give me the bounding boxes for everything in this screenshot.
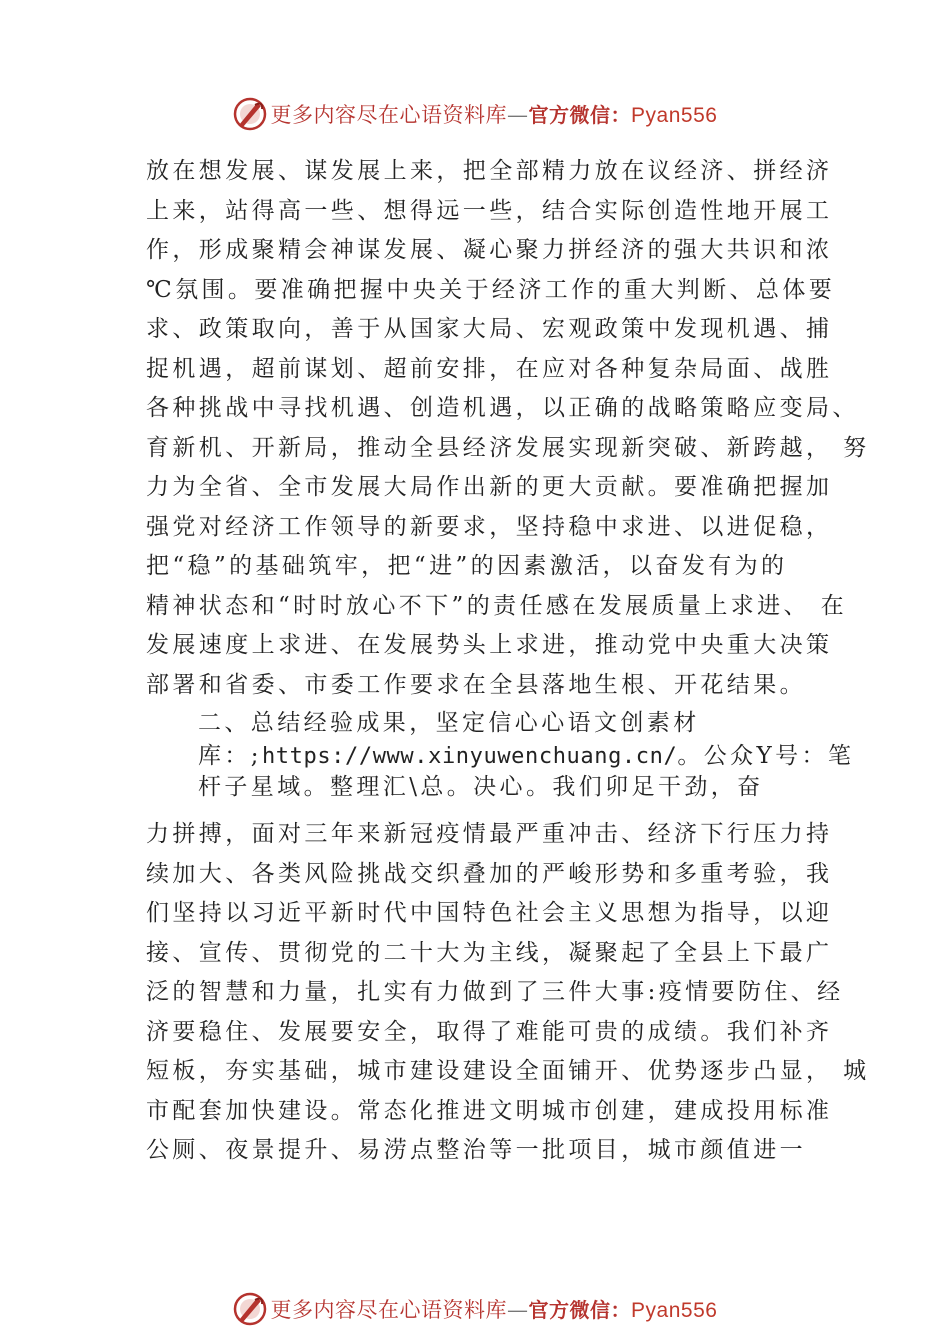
body-line: 作，形成聚精会神谋发展、凝心聚力拼经济的强大共识和浓	[146, 237, 833, 263]
header-dash: —	[507, 103, 529, 127]
body-line: 育新机、开新局，推动全县经济发展实现新突破、新跨越， 努	[146, 434, 870, 461]
body-line: 们坚持以习近平新时代中国特色社会主义思想为指导，以迎	[146, 900, 833, 926]
body-line: 发展速度上求进、在发展势头上求进，推动党中央重大决策	[146, 632, 833, 658]
body-line: 把“稳”的基础筑牢，把“进”的因素激活，以奋发有为的	[146, 553, 788, 579]
body-line: 公厕、夜景提升、易涝点整治等一批项目，城市颜值进一	[146, 1137, 806, 1163]
body-line: 部署和省委、市委工作要求在全县落地生根、开花结果。	[146, 671, 806, 698]
header-wechat-id: Pyan556	[631, 104, 718, 127]
body-line: 力拼搏，面对三年来新冠疫情最严重冲击、经济下行压力持	[146, 821, 833, 847]
footer-wechat-label: 官方微信：	[528, 1298, 632, 1322]
body-line: 精神状态和“时时放心不下”的责任感在发展质量上求进、 在	[146, 592, 848, 619]
body-line: 力为全省、全市发展大局作出新的更大贡献。要准确把握加	[146, 474, 833, 500]
footer-site-text: 更多内容尽在心语资料库	[270, 1298, 508, 1322]
section-heading-line-3: 杆子星域。整理汇\总。决心。我们卯足干劲，奋	[198, 774, 764, 800]
footer-dash: —	[507, 1298, 529, 1322]
header-banner-text	[271, 99, 718, 129]
body-line: 求、政策取向，善于从国家大局、宏观政策中发现机遇、捕	[146, 316, 833, 342]
body-line: 接、宣传、贯彻党的二十大为主线，凝聚起了全县上下最广	[146, 939, 833, 966]
body-line: ℃氛围。要准确把握中央关于经济工作的重大判断、总体要	[146, 276, 836, 303]
body-line: 各种挑战中寻找机遇、创造机遇，以正确的战略策略应变局、	[146, 395, 859, 421]
footer-banner-text	[271, 1294, 718, 1324]
header-banner	[0, 94, 950, 134]
body-line: 济要稳住、发展要安全，取得了难能可贵的成绩。我们补齐	[146, 1018, 833, 1045]
source-url-link[interactable]: https://www.xinyuwenchuang.cn/	[261, 744, 678, 769]
document-body	[146, 152, 870, 1171]
body-line: 上来，站得高一些、想得远一些，结合实际创造性地开展工	[146, 197, 833, 224]
body-line: 市配套加快建设。常态化推进文明城市创建，建成投用标准	[146, 1097, 833, 1124]
body-line: 泛的智慧和力量，扎实有力做到了三件大事:疫情要防住、经	[146, 979, 844, 1005]
quill-logo-icon	[233, 97, 267, 131]
body-line: 捉机遇，超前谋划、超前安排，在应对各种复杂局面、战胜	[146, 355, 833, 382]
section-heading: 二、总结经验成果，坚定信心心语文创素材	[198, 710, 700, 736]
body-line: 续加大、各类风险挑战交织叠加的严峻形势和多重考验，我	[146, 860, 833, 887]
footer-banner	[0, 1289, 950, 1329]
heading-suffix: 。公众Y号：笔	[677, 743, 855, 769]
body-line: 短板，夯实基础，城市建设建设全面铺开、优势逐步凸显， 城	[146, 1058, 870, 1084]
footer-wechat-id: Pyan556	[631, 1299, 718, 1322]
header-wechat-label: 官方微信：	[528, 103, 632, 127]
heading-prefix: 库：;	[198, 743, 262, 769]
quill-logo-icon	[233, 1292, 267, 1326]
section-heading-line-2	[146, 741, 855, 772]
header-site-text: 更多内容尽在心语资料库	[270, 103, 508, 127]
body-line: 强党对经济工作领导的新要求，坚持稳中求进、以进促稳，	[146, 513, 833, 540]
body-line: 放在想发展、谋发展上来，把全部精力放在议经济、拼经济	[146, 158, 833, 184]
